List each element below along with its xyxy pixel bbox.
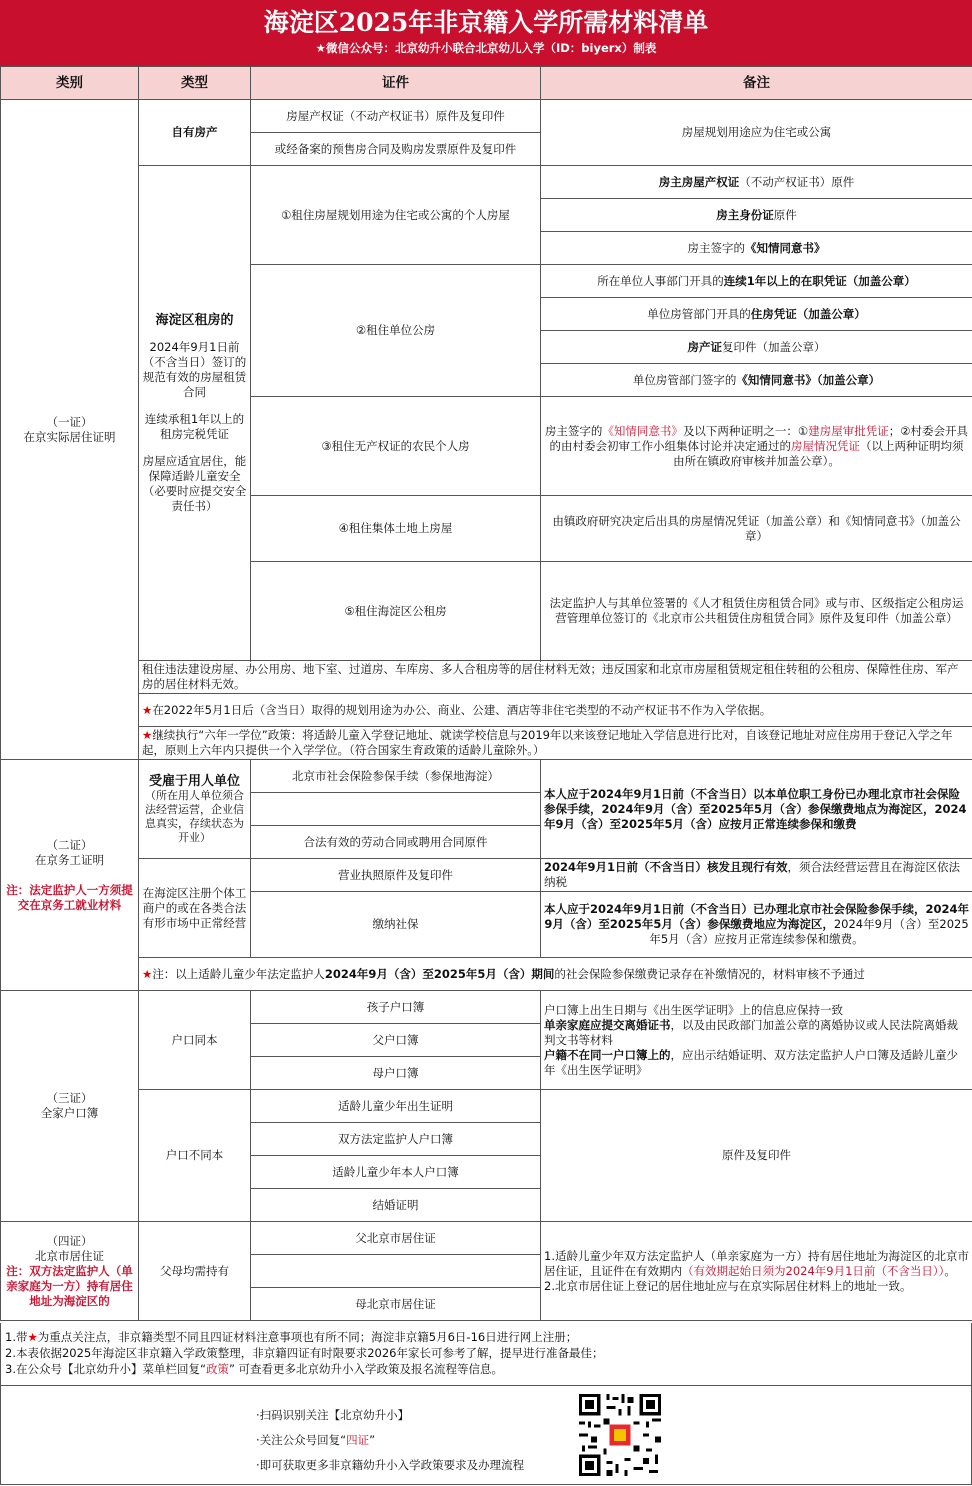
note-employment-cert: 所在单位人事部门开具的连续1年以上的在职凭证（加盖公章） — [541, 265, 972, 298]
type-own-property: 自有房产 — [139, 100, 251, 166]
table-row — [1, 760, 972, 793]
note-six-year-policy: ★继续执行“六年一学位”政策：将适龄儿童入学登记地址、就读学校信息与2019年以来该登记地址入学信息进行比对，自该登记地址对应住房用于登记入学之年起，原则上六年内只提供一个入学学位。（符合国家生育政策的适龄儿童除外。） — [139, 727, 972, 760]
qr-instructions: ·扫码识别关注【北京幼升小】 ·关注公众号回复“四证” ·即可获取更多非京籍幼升小入学政策要求及办理流程 — [256, 1408, 525, 1472]
note-residence-permit: 1.适龄儿童少年双方法定监护人（单亲家庭为一方）持有居住地址为海淀区的北京市居住证，且证件在有效期内（有效期起始日须为2024年9月1日前（不含当日））。 2.北京市居住证上登记的居住地址应与在京实际居住材料上的地址一致。 — [541, 1222, 972, 1321]
category-residence-permit: （四证） 北京市居住证 注：双方法定监护人（单亲家庭为一方）持有居住地址为海淀区的 — [1, 1222, 139, 1321]
star-icon: ★ — [142, 728, 153, 742]
doc-rent-private: ①租住房屋规划用途为住宅或公寓的个人房屋 — [251, 166, 541, 265]
table-row — [1, 166, 972, 199]
footnotes — [1, 1323, 971, 1386]
doc-marriage-cert: 结婚证明 — [251, 1189, 541, 1222]
footnote-3: 3.在公众号【北京幼升小】菜单栏回复“政策” 可查看更多北京幼升小入学政策及报名流程等信息。 — [5, 1362, 504, 1376]
footnote-2: 2.本表依据2025年海淀区非京籍入学政策整理，非京籍四证有时限要求2026年家长可参考了解，提早进行准备最佳； — [5, 1346, 604, 1360]
doc-rent-unit-housing: ②租住单位公房 — [251, 265, 541, 397]
table-row — [1, 958, 972, 991]
category-residence: （一证） 在京实际居住证明 — [1, 100, 139, 760]
type-same-book: 户口同本 — [139, 991, 251, 1090]
doc-pay-insurance: 缴纳社保 — [251, 892, 541, 958]
doc-father-hukou: 父户口簿 — [251, 1024, 541, 1057]
type-both-parents: 父母均需持有 — [139, 1222, 251, 1321]
note-housing-cert: 单位房管部门开具的住房凭证（加盖公章） — [541, 298, 972, 331]
note-insurance-period: 本人应于2024年9月1日前（不含当日）以本单位职工身份已办理北京市社会保险参保手续，2024年9月（含）至2025年5月（含）参保缴费地点为海淀区，2024年9月（含）至2025年5月（含）应按月正常连续参保和缴费 — [541, 760, 972, 859]
col-header-document: 证件 — [251, 67, 541, 100]
doc-business-license: 营业执照原件及复印件 — [251, 859, 541, 892]
note-public-housing: 法定监护人与其单位签署的《人才租赁住房租赁合同》或与市、区级指定公租房运营管理单位签订的《北京市公共租赁住房租赁合同》原件及复印件（加盖公章） — [541, 562, 972, 661]
doc-child-own-hukou: 适龄儿童少年本人户口簿 — [251, 1156, 541, 1189]
table-row — [1, 727, 972, 760]
doc-child-hukou: 孩子户口簿 — [251, 991, 541, 1024]
doc-father-permit: 父北京市居住证 — [251, 1222, 541, 1255]
title-banner — [0, 0, 972, 66]
note-business-license: 2024年9月1日前（不含当日）核发且现行有效，须合法经营运营且在海淀区依法纳税 — [541, 859, 972, 892]
col-header-type: 类型 — [139, 67, 251, 100]
note-pay-insurance: 本人应于2024年9月1日前（不含当日）已办理北京市社会保险参保手续，2024年9月（含）至2025年5月（含）参保缴费地应为海淀区，2024年9月（含）至2025年5月（含）应按月正常连续参保和缴费。 — [541, 892, 972, 958]
doc-birth-cert: 适龄儿童少年出生证明 — [251, 1090, 541, 1123]
page-title: 海淀区2025年非京籍入学所需材料清单 — [263, 8, 709, 37]
doc-rent-farmer: ③租住无产权证的农民个人房 — [251, 397, 541, 496]
note-back-payment: ★注：以上适龄儿童少年法定监护人2024年9月（含）至2025年5月（含）期间的社会保险参保缴费记录存在补缴情况的，材料审核不予通过 — [139, 958, 972, 991]
col-header-category: 类别 — [1, 67, 139, 100]
type-self-employed: 在海淀区注册个体工商户的或在各类合法有形市场中正常经营 — [139, 859, 251, 958]
table-row — [1, 991, 972, 1024]
doc-mother-hukou: 母户口簿 — [251, 1057, 541, 1090]
note-owner-id: 房主身份证原件 — [541, 199, 972, 232]
note-property-use: 房屋规划用途应为住宅或公寓 — [541, 100, 972, 166]
doc-property-cert: 房屋产权证（不动产权证书）原件及复印件 — [251, 100, 541, 133]
note-owner-consent: 房主签字的《知情同意书》 — [541, 232, 972, 265]
note-owner-cert: 房主房屋产权证（不动产权证书）原件 — [541, 166, 972, 199]
footnote-1: 1.带★为重点关注点，非京籍类型不同且四证材料注意事项也有所不同；海淀非京籍5月6日-16日进行网上注册； — [5, 1330, 578, 1344]
doc-presale-contract: 或经备案的预售房合同及购房发票原件及复印件 — [251, 133, 541, 166]
footer — [0, 1323, 972, 1485]
note-originals: 原件及复印件 — [541, 1090, 972, 1222]
table-row — [1, 859, 972, 892]
table-row — [1, 100, 972, 133]
note-hukou: 户口簿上出生日期与《出生医学证明》上的信息应保持一致 单亲家庭应提交离婚证书，以及由民政部门加盖公章的离婚协议或人民法院离婚裁判文书等材料 户籍不在同一户口簿上的，应出示结婚证明、双方法定监护人户口簿及适龄儿童少年《出生医学证明》 — [541, 991, 972, 1090]
qr-code-icon[interactable] — [576, 1391, 664, 1479]
doc-mother-permit: 母北京市居住证 — [251, 1288, 541, 1321]
doc-guardian-hukou: 双方法定监护人户口簿 — [251, 1123, 541, 1156]
type-employed: 受雇于用人单位 （所在用人单位须合法经营运营，企业信息真实，存续状态为开业） — [139, 760, 251, 859]
table-row — [1, 661, 972, 694]
table-header-row — [1, 67, 972, 100]
star-icon: ★ — [142, 966, 153, 981]
type-rental: 海淀区租房的 2024年9月1日前（不含当日）签订的规范有效的房屋租赁合同 连续承租1年以上的租房完税凭证 房屋应适宜居住，能保障适龄儿童安全（必要时应提交安全责任书） — [139, 166, 251, 661]
table-row — [1, 1222, 972, 1255]
page-subtitle: ★微信公众号：北京幼升小联合北京幼儿入学（ID：biyerx）制表 — [315, 41, 657, 55]
table-row — [1, 1090, 972, 1123]
note-invalid-rentals: 租住违法建设房屋、办公用房、地下室、过道房、车库房、多人合租房等的居住材料无效；违反国家和北京市房屋租赁规定租住转租的公租房、保障性住房、军产房的居住材料无效。 — [139, 661, 972, 694]
note-unit-consent: 单位房管部门签字的《知情同意书》（加盖公章） — [541, 364, 972, 397]
doc-rent-collective: ④租住集体土地上房屋 — [251, 496, 541, 562]
note-property-copy: 房产证复印件（加盖公章） — [541, 331, 972, 364]
category-household: （三证） 全家户口簿 — [1, 991, 139, 1222]
type-separate-book: 户口不同本 — [139, 1090, 251, 1222]
col-header-remarks: 备注 — [541, 67, 972, 100]
note-nonresidential: ★在2022年5月1日后（含当日）取得的规划用途为办公、商业、公建、酒店等非住宅类型的不动产权证书不作为入学依据。 — [139, 694, 972, 727]
star-icon: ★ — [27, 1330, 38, 1344]
star-icon: ★ — [142, 702, 153, 717]
doc-labor-contract: 合法有效的劳动合同或聘用合同原件 — [251, 826, 541, 859]
table-row — [1, 694, 972, 727]
doc-social-insurance: 北京市社会保险参保手续（参保地海淀） — [251, 760, 541, 793]
note-collective: 由镇政府研究决定后出具的房屋情况凭证（加盖公章）和《知情同意书》（加盖公章） — [541, 496, 972, 562]
doc-rent-public: ⑤租住海淀区公租房 — [251, 562, 541, 661]
materials-table — [0, 66, 972, 1321]
note-farmer-house: 房主签字的《知情同意书》及以下两种证明之一：①建房屋审批凭证；②村委会开具的由村委会初审工作小组集体讨论并决定通过的房屋情况凭证（以上两种证明均须由所在镇政府审核并加盖公章）。 — [541, 397, 972, 496]
category-employment: （二证） 在京务工证明 注：法定监护人一方须提交在京务工就业材料 — [1, 760, 139, 991]
